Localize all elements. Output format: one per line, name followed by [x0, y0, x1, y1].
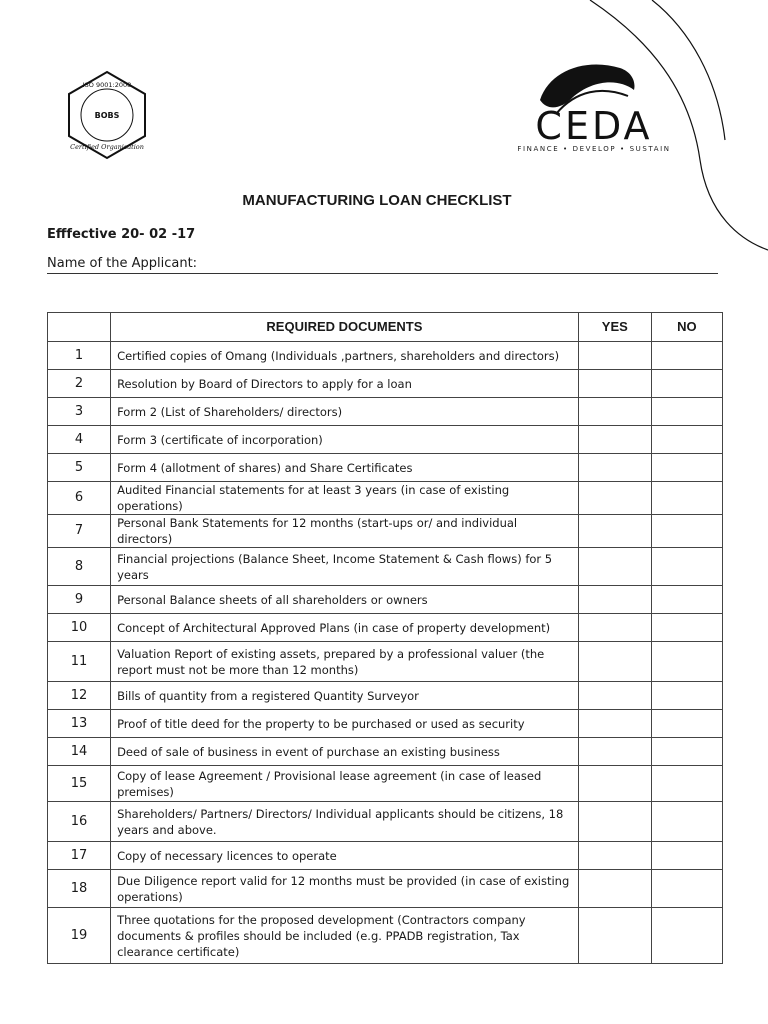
no-checkbox-cell[interactable] — [651, 614, 722, 642]
yes-checkbox-cell[interactable] — [578, 682, 651, 710]
row-document: Resolution by Board of Directors to apply for a loan — [111, 370, 579, 398]
header-required-documents: REQUIRED DOCUMENTS — [111, 313, 579, 342]
table-row — [48, 370, 723, 398]
row-number: 11 — [48, 642, 111, 682]
table-row — [48, 426, 723, 454]
seal-iso-text: ISO 9001:2008 — [82, 81, 132, 89]
yes-checkbox-cell[interactable] — [578, 908, 651, 964]
row-number: 8 — [48, 548, 111, 586]
yes-checkbox-cell[interactable] — [578, 614, 651, 642]
row-document: Personal Balance sheets of all shareholders or owners — [111, 586, 579, 614]
table-row — [48, 870, 723, 908]
no-checkbox-cell[interactable] — [651, 370, 722, 398]
seal-bobs-text: BOBS — [94, 111, 120, 120]
no-checkbox-cell[interactable] — [651, 642, 722, 682]
no-checkbox-cell[interactable] — [651, 682, 722, 710]
row-number: 14 — [48, 738, 111, 766]
row-document: Proof of title deed for the property to be purchased or used as security — [111, 710, 579, 738]
yes-checkbox-cell[interactable] — [578, 642, 651, 682]
yes-checkbox-cell[interactable] — [578, 842, 651, 870]
row-document: Deed of sale of business in event of purchase an existing business — [111, 738, 579, 766]
no-checkbox-cell[interactable] — [651, 802, 722, 842]
no-checkbox-cell[interactable] — [651, 738, 722, 766]
no-checkbox-cell[interactable] — [651, 710, 722, 738]
no-checkbox-cell[interactable] — [651, 342, 722, 370]
no-checkbox-cell[interactable] — [651, 870, 722, 908]
row-number: 7 — [48, 515, 111, 548]
bobs-certification-seal — [66, 70, 148, 160]
no-checkbox-cell[interactable] — [651, 908, 722, 964]
row-document: Valuation Report of existing assets, prepared by a professional valuer (the report must not be more than 12 months) — [111, 642, 579, 682]
table-row — [48, 454, 723, 482]
row-number: 16 — [48, 802, 111, 842]
row-document: Personal Bank Statements for 12 months (start-ups or/ and individual directors) — [111, 515, 579, 548]
row-document: Form 2 (List of Shareholders/ directors) — [111, 398, 579, 426]
table-row — [48, 766, 723, 802]
row-number: 15 — [48, 766, 111, 802]
no-checkbox-cell[interactable] — [651, 426, 722, 454]
no-checkbox-cell[interactable] — [651, 454, 722, 482]
yes-checkbox-cell[interactable] — [578, 454, 651, 482]
yes-checkbox-cell[interactable] — [578, 870, 651, 908]
page-title: MANUFACTURING LOAN CHECKLIST — [242, 192, 512, 209]
table-row — [48, 614, 723, 642]
row-document: Audited Financial statements for at least 3 years (in case of existing operations) — [111, 482, 579, 515]
yes-checkbox-cell[interactable] — [578, 802, 651, 842]
row-document: Form 3 (certificate of incorporation) — [111, 426, 579, 454]
effective-date: Efffective 20- 02 -17 — [47, 227, 196, 242]
table-row — [48, 682, 723, 710]
row-document: Financial projections (Balance Sheet, Income Statement & Cash flows) for 5 years — [111, 548, 579, 586]
table-row — [48, 515, 723, 548]
row-document: Certified copies of Omang (Individuals ,partners, shareholders and directors) — [111, 342, 579, 370]
header-yes: YES — [578, 313, 651, 342]
row-number: 17 — [48, 842, 111, 870]
table-row — [48, 586, 723, 614]
table-row — [48, 802, 723, 842]
no-checkbox-cell[interactable] — [651, 482, 722, 515]
ceda-wordmark: CEDA — [535, 104, 653, 148]
row-document: Due Diligence report valid for 12 months must be provided (in case of existing operations) — [111, 870, 579, 908]
table-row — [48, 398, 723, 426]
row-document: Form 4 (allotment of shares) and Share Certificates — [111, 454, 579, 482]
row-number: 10 — [48, 614, 111, 642]
row-number: 4 — [48, 426, 111, 454]
ceda-tagline: FINANCE • DEVELOP • SUSTAIN — [517, 145, 671, 153]
row-document: Shareholders/ Partners/ Directors/ Individual applicants should be citizens, 18 years and above. — [111, 802, 579, 842]
row-number: 13 — [48, 710, 111, 738]
yes-checkbox-cell[interactable] — [578, 515, 651, 548]
row-document: Bills of quantity from a registered Quantity Surveyor — [111, 682, 579, 710]
table-row — [48, 842, 723, 870]
yes-checkbox-cell[interactable] — [578, 370, 651, 398]
no-checkbox-cell[interactable] — [651, 515, 722, 548]
documents-checklist-table — [47, 312, 723, 964]
yes-checkbox-cell[interactable] — [578, 586, 651, 614]
header-no: NO — [651, 313, 722, 342]
table-row — [48, 710, 723, 738]
row-document: Concept of Architectural Approved Plans (in case of property development) — [111, 614, 579, 642]
row-number: 9 — [48, 586, 111, 614]
yes-checkbox-cell[interactable] — [578, 426, 651, 454]
row-document: Copy of lease Agreement / Provisional lease agreement (in case of leased premises) — [111, 766, 579, 802]
row-document: Copy of necessary licences to operate — [111, 842, 579, 870]
yes-checkbox-cell[interactable] — [578, 710, 651, 738]
row-number: 18 — [48, 870, 111, 908]
row-number: 6 — [48, 482, 111, 515]
applicant-name-field[interactable] — [47, 273, 718, 274]
no-checkbox-cell[interactable] — [651, 398, 722, 426]
yes-checkbox-cell[interactable] — [578, 482, 651, 515]
row-number: 3 — [48, 398, 111, 426]
row-number: 19 — [48, 908, 111, 964]
yes-checkbox-cell[interactable] — [578, 766, 651, 802]
table-row — [48, 642, 723, 682]
no-checkbox-cell[interactable] — [651, 548, 722, 586]
table-row — [48, 548, 723, 586]
no-checkbox-cell[interactable] — [651, 842, 722, 870]
yes-checkbox-cell[interactable] — [578, 548, 651, 586]
row-number: 12 — [48, 682, 111, 710]
table-row — [48, 342, 723, 370]
row-number: 5 — [48, 454, 111, 482]
table-row — [48, 482, 723, 515]
row-number: 1 — [48, 342, 111, 370]
applicant-name-label: Name of the Applicant: — [47, 256, 198, 271]
seal-certified-text: Certified Organisation — [70, 143, 144, 151]
row-number: 2 — [48, 370, 111, 398]
table-row — [48, 738, 723, 766]
header-number — [48, 313, 111, 342]
row-document: Three quotations for the proposed development (Contractors company documents & profiles should be included (e.g. PPADB registration, Tax clearance certificate) — [111, 908, 579, 964]
yes-checkbox-cell[interactable] — [578, 398, 651, 426]
table-row — [48, 908, 723, 964]
no-checkbox-cell[interactable] — [651, 766, 722, 802]
yes-checkbox-cell[interactable] — [578, 738, 651, 766]
table-header-row — [48, 313, 723, 342]
no-checkbox-cell[interactable] — [651, 586, 722, 614]
yes-checkbox-cell[interactable] — [578, 342, 651, 370]
